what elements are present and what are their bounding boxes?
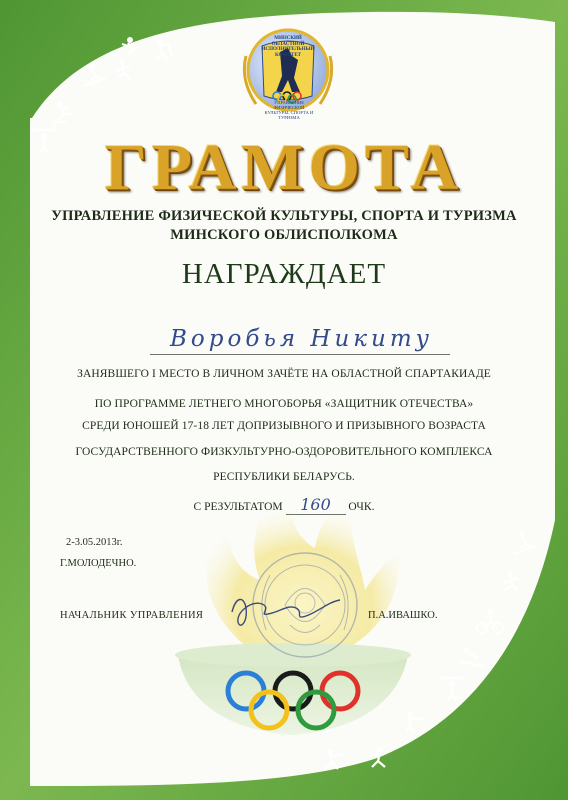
signer-name: П.А.ИВАШКО. bbox=[368, 610, 438, 621]
result-value: 160 bbox=[286, 495, 346, 515]
event-date: 2-3.05.2013г. bbox=[66, 537, 123, 548]
achievement-line-4: ГОСУДАРСТВЕННОГО ФИЗКУЛЬТУРНО-ОЗДОРОВИТЕЛЬНОГО КОМПЛЕКСА bbox=[75, 446, 493, 458]
emblem-caption-top: МИНСКИЙ ОБЛАСТНОЙ ИСПОЛНИТЕЛЬНЫЙ КОМИТЕТ bbox=[261, 36, 315, 58]
recipient-underline bbox=[150, 354, 450, 355]
achievement-line-2: ПО ПРОГРАММЕ ЛЕТНЕГО МНОГОБОРЬЯ «ЗАЩИТНИК ОТЕЧЕСТВА» bbox=[94, 398, 474, 410]
recipient-name: Воробья Никиту bbox=[170, 326, 433, 352]
achievement-line-3: СРЕДИ ЮНОШЕЙ 17-18 ЛЕТ ДОПРИЗЫВНОГО И ПРИЗЫВНОГО ВОЗРАСТА bbox=[82, 420, 486, 432]
result-row bbox=[0, 495, 568, 515]
emblem-caption-bottom: УПРАВЛЕНИЕ ФИЗИЧЕСКОЙ КУЛЬТУРЫ, СПОРТА И ТУРИЗМА bbox=[264, 100, 314, 120]
issuer-line-1: УПРАВЛЕНИЕ ФИЗИЧЕСКОЙ КУЛЬТУРЫ, СПОРТА И ТУРИЗМА bbox=[51, 208, 517, 224]
event-city: Г.МОЛОДЕЧНО. bbox=[60, 558, 137, 569]
achievement-line-5: РЕСПУБЛИКИ БЕЛАРУСЬ. bbox=[213, 471, 355, 483]
award-verb: НАГРАЖДАЕТ bbox=[181, 258, 387, 290]
achievement-line-1: ЗАНЯВШЕГО I МЕСТО В ЛИЧНОМ ЗАЧЁТЕ НА ОБЛАСТНОЙ СПАРТАКИАДЕ bbox=[77, 368, 491, 380]
result-suffix: ОЧК. bbox=[348, 501, 375, 513]
certificate-title: ГРАМОТА bbox=[104, 131, 464, 204]
issuer-line-2: МИНСКОГО ОБЛИСПОЛКОМА bbox=[170, 227, 398, 243]
signer-title: НАЧАЛЬНИК УПРАВЛЕНИЯ bbox=[60, 610, 204, 621]
result-prefix: С РЕЗУЛЬТАТОМ bbox=[193, 501, 283, 513]
